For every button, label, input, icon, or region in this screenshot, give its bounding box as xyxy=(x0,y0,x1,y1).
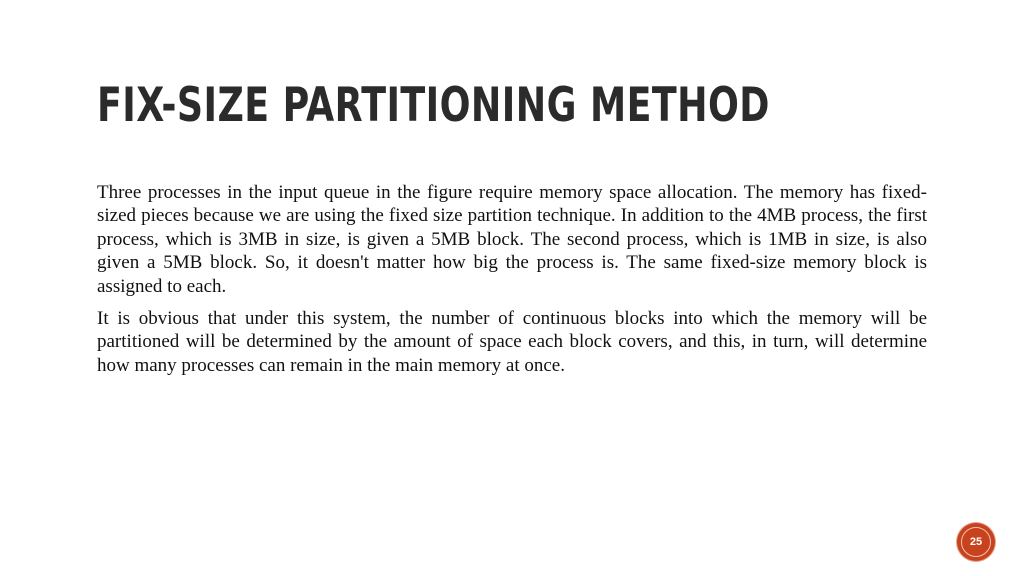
page-number: 25 xyxy=(969,536,983,548)
page-number-badge xyxy=(957,523,995,561)
paragraph-2: It is obvious that under this system, the number of continuous blocks into which the memory will be partitioned will be determined by the amount of space each block covers, and this, in turn, will determine how many processes can remain in the main memory at once. xyxy=(97,308,927,376)
paragraph-1: Three processes in the input queue in the figure require memory space allocation. The memory has fixed-sized pieces because we are using the fixed size partition technique. In addition to the 4MB process, the first process, which is 3MB in size, is given a 5MB block. The second process, which is 1MB in size, is also given a 5MB block. So, it doesn't matter how big the process is. The same fixed-size memory block is assigned to each. xyxy=(97,182,927,297)
slide-title: FIX-SIZE PARTITIONING METHOD xyxy=(97,78,770,133)
slide-body xyxy=(97,181,927,386)
